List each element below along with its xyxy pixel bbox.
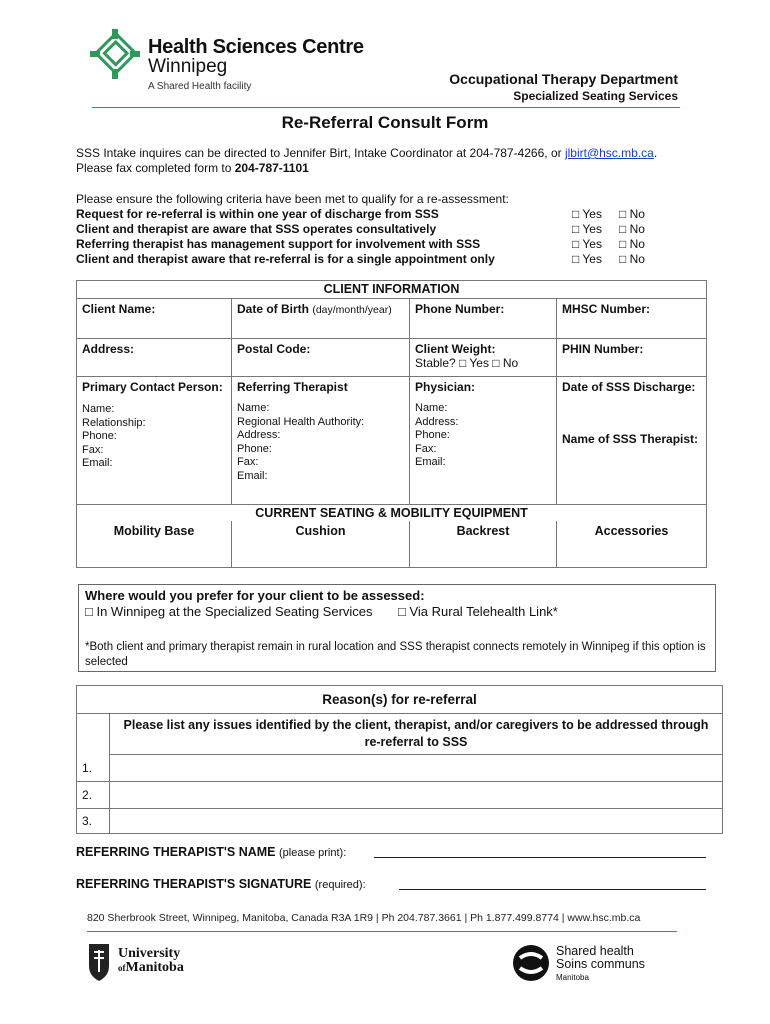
page-title: Re-Referral Consult Form: [281, 113, 489, 132]
reasons-instruction: Please list any issues identified by the client, therapist, and/or caregivers to be addressed through re-referral to SSS: [110, 714, 723, 755]
shared-health-text: Shared health Soins communs Manitoba: [556, 944, 645, 982]
accessories-field[interactable]: Accessories: [557, 521, 707, 567]
footer-divider: [87, 931, 677, 932]
no-checkbox[interactable]: □ No: [619, 252, 645, 266]
client-weight-field[interactable]: Client Weight: Stable? □ Yes □ No: [410, 339, 557, 377]
org-name: Health Sciences Centre: [148, 36, 364, 58]
therapist-signature-row: [76, 877, 366, 891]
therapist-name-label: REFERRING THERAPIST'S NAME: [76, 845, 276, 859]
department-name: Occupational Therapy Department: [449, 71, 678, 87]
backrest-field[interactable]: Backrest: [410, 521, 557, 567]
mobility-base-field[interactable]: Mobility Base: [77, 521, 232, 567]
reason-number: 3.: [77, 809, 110, 834]
therapist-signature-label: REFERRING THERAPIST'S SIGNATURE: [76, 877, 312, 891]
therapist-name-input[interactable]: [374, 857, 706, 858]
intake-info: [76, 146, 716, 161]
yes-checkbox[interactable]: □ Yes: [572, 207, 602, 221]
service-name: Specialized Seating Services: [513, 89, 678, 103]
telehealth-note: *Both client and primary therapist remain in rural location and SSS therapist connects remotely in Winnipeg if this option is selected: [85, 641, 706, 668]
no-checkbox[interactable]: □ No: [619, 237, 645, 251]
referring-therapist-field[interactable]: Referring Therapist Name: Regional Health Authority: Address: Phone: Fax: Email:: [232, 377, 410, 505]
assessment-location-box: [78, 584, 716, 672]
phin-field[interactable]: PHIN Number:: [557, 339, 707, 377]
criteria-item-4: [76, 252, 656, 267]
criteria-text: Request for re-referral is within one year of discharge from SSS: [76, 207, 439, 221]
sss-therapist-field[interactable]: Name of SSS Therapist:: [562, 432, 699, 446]
shared-health-mark-icon: [512, 944, 550, 982]
physician-field[interactable]: Physician: Name: Address: Phone: Fax: Email:: [410, 377, 557, 505]
reason-number: 1.: [77, 755, 110, 782]
hsc-logo: [90, 28, 140, 80]
yes-checkbox[interactable]: □ Yes: [572, 237, 602, 251]
therapist-name-row: [76, 845, 346, 859]
header-divider: [92, 107, 680, 108]
footer-address: 820 Sherbrook Street, Winnipeg, Manitoba, Canada R3A 1R9 | Ph 204.787.3661 | Ph 1.877.499.8774 | www.hsc.mb.ca: [87, 912, 641, 924]
reason-entry-1[interactable]: [110, 755, 723, 782]
fax-text: Please fax completed form to: [76, 161, 235, 175]
therapist-name-hint: (please print):: [279, 847, 347, 859]
criteria-item-2: [76, 222, 656, 237]
reason-number: 2.: [77, 782, 110, 809]
client-name-field[interactable]: Client Name:: [77, 299, 232, 339]
therapist-signature-input[interactable]: [399, 889, 706, 890]
hsc-logo-mark-icon: [90, 28, 140, 80]
telehealth-option[interactable]: □ Via Rural Telehealth Link*: [398, 604, 558, 619]
criteria-text: Client and therapist are aware that SSS operates consultatively: [76, 222, 437, 236]
sss-discharge-field[interactable]: Date of SSS Discharge: Name of SSS Therapist:: [557, 377, 707, 505]
reasons-table: [76, 685, 723, 834]
dob-field[interactable]: Date of Birth (day/month/year): [232, 299, 410, 339]
mhsc-field[interactable]: MHSC Number:: [557, 299, 707, 339]
location-question: Where would you prefer for your client to be assessed:: [85, 588, 425, 603]
shared-health-logo: [512, 942, 662, 984]
cushion-field[interactable]: Cushion: [232, 521, 410, 567]
criteria-text: Client and therapist aware that re-referral is for a single appointment only: [76, 252, 495, 266]
address-field[interactable]: Address:: [77, 339, 232, 377]
yes-checkbox[interactable]: □ Yes: [572, 222, 602, 236]
equipment-heading: CURRENT SEATING & MOBILITY EQUIPMENT: [77, 505, 707, 522]
yes-checkbox[interactable]: □ Yes: [572, 252, 602, 266]
reason-entry-3[interactable]: [110, 809, 723, 834]
therapist-signature-hint: (required):: [314, 879, 366, 891]
fax-info: [76, 161, 309, 176]
phone-field[interactable]: Phone Number:: [410, 299, 557, 339]
criteria-intro: Please ensure the following criteria have been met to qualify for a re-assessment:: [76, 192, 509, 206]
university-name: University ofManitoba: [118, 946, 184, 975]
university-crest-icon: [86, 942, 112, 982]
intake-email-link[interactable]: jlbirt@hsc.mb.ca: [564, 146, 654, 160]
no-checkbox[interactable]: □ No: [619, 207, 645, 221]
reasons-heading: Reason(s) for re-referral: [77, 686, 723, 714]
intake-text-end: .: [653, 146, 658, 160]
intake-text: SSS Intake inquires can be directed to Jennifer Birt, Intake Coordinator at 204-787-4266, or: [76, 146, 565, 160]
client-info-table: [76, 280, 707, 568]
criteria-list: [76, 207, 656, 267]
winnipeg-option[interactable]: □ In Winnipeg at the Specialized Seating Services: [85, 604, 373, 619]
criteria-text: Referring therapist has management support for involvement with SSS: [76, 237, 481, 251]
no-checkbox[interactable]: □ No: [619, 222, 645, 236]
org-tagline: A Shared Health facility: [148, 81, 252, 92]
weight-stable-options[interactable]: Stable? □ Yes □ No: [415, 356, 519, 370]
criteria-item-1: [76, 207, 656, 222]
criteria-item-3: [76, 237, 656, 252]
org-city: Winnipeg: [148, 56, 228, 77]
client-info-heading: CLIENT INFORMATION: [77, 281, 707, 299]
primary-contact-field[interactable]: Primary Contact Person: Name: Relationship: Phone: Fax: Email:: [77, 377, 232, 505]
reason-entry-2[interactable]: [110, 782, 723, 809]
fax-number: 204-787-1101: [234, 161, 309, 175]
postal-code-field[interactable]: Postal Code:: [232, 339, 410, 377]
university-logo: [86, 942, 196, 984]
